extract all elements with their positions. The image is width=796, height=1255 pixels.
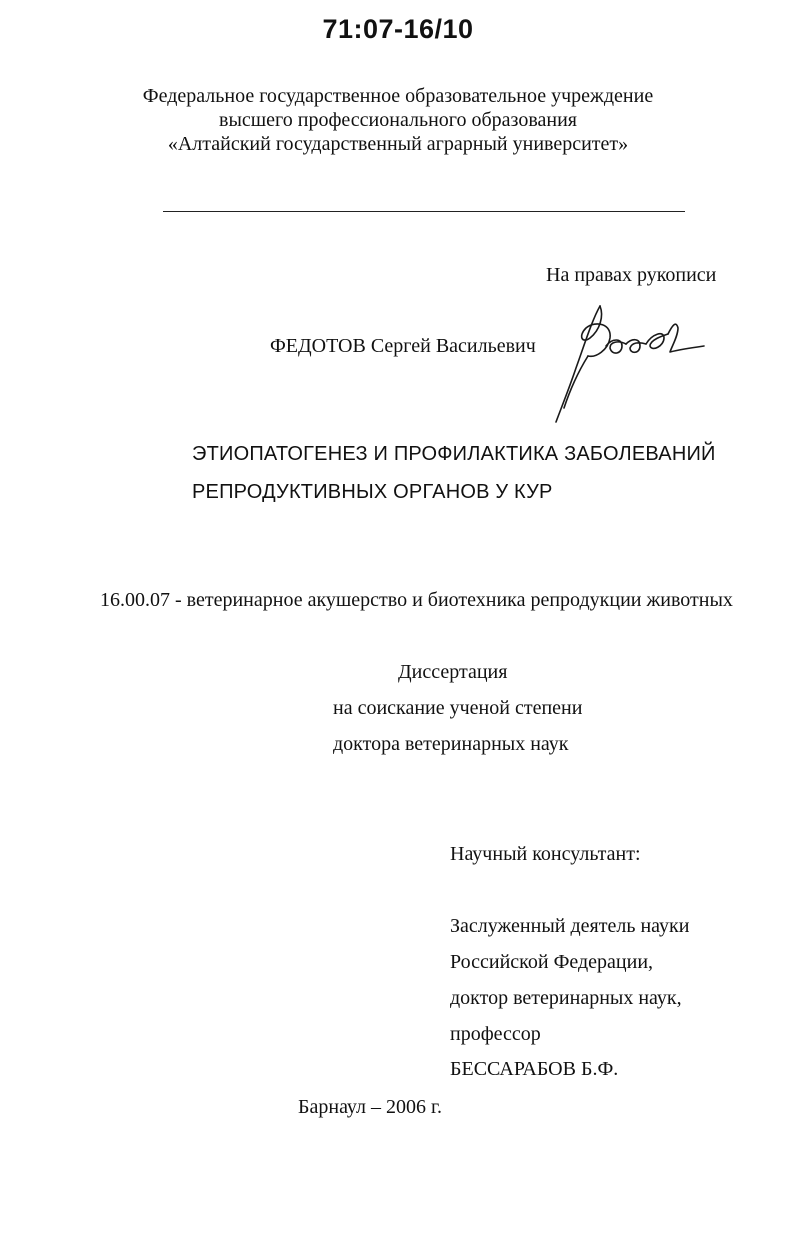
- consultant-title-2: Российской Федерации,: [450, 951, 654, 973]
- author-signature: [548, 298, 718, 430]
- consultant-title-3: доктор ветеринарных наук,: [450, 987, 682, 1009]
- institution-line-3: «Алтайский государственный аграрный университет»: [167, 133, 629, 155]
- consultant-name: БЕССАРАБОВ Б.Ф.: [450, 1058, 619, 1080]
- dissertation-title-line-2: РЕПРОДУКТИВНЫХ ОРГАНОВ У КУР: [192, 481, 553, 503]
- degree-line-1: Диссертация: [398, 661, 508, 683]
- place-and-year: Барнаул – 2006 г.: [298, 1096, 442, 1118]
- manuscript-note: На правах рукописи: [546, 264, 717, 286]
- author-name: ФЕДОТОВ Сергей Васильевич: [270, 335, 536, 357]
- consultant-title-4: профессор: [450, 1023, 541, 1045]
- dissertation-title-line-1: ЭТИОПАТОГЕНЕЗ И ПРОФИЛАКТИКА ЗАБОЛЕВАНИЙ: [192, 443, 716, 465]
- consultant-title-1: Заслуженный деятель науки: [450, 915, 690, 937]
- degree-line-3: доктора ветеринарных наук: [333, 733, 569, 755]
- archive-stamp-code: 71:07-16/10: [322, 14, 474, 44]
- institution-line-2: высшего профессионального образования: [219, 109, 577, 131]
- consultant-heading: Научный консультант:: [450, 843, 641, 865]
- specialty-code: 16.00.07 - ветеринарное акушерство и биотехника репродукции животных: [100, 589, 733, 611]
- degree-line-2: на соискание ученой степени: [333, 697, 583, 719]
- institution-line-1: Федеральное государственное образовательное учреждение: [142, 85, 654, 107]
- header-divider: [163, 211, 685, 212]
